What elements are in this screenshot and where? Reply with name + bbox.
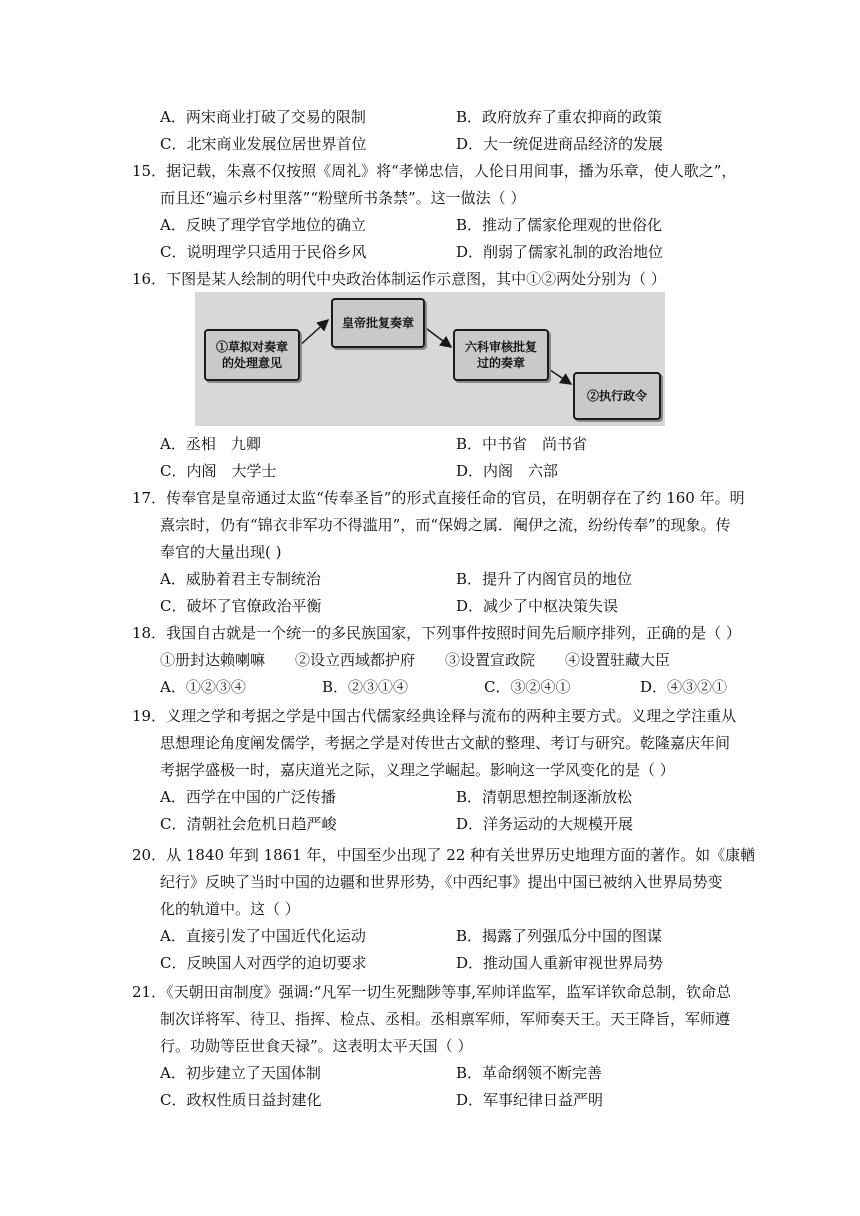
q16-option-b: B．中书省 尚书省 [456, 435, 588, 453]
q17-stem-line1: 17．传奉官是皇帝通过太监“传奉圣旨”的形式直接任命的官员，在明朝存在了约 160 年。明 [132, 489, 745, 507]
box2-label: 皇帝批复奏章 [341, 316, 414, 330]
q17-stem-line3: 奉官的大量出现( ) [160, 543, 282, 561]
box4-label: ②执行政令 [586, 389, 647, 403]
arrow-1 [298, 320, 328, 347]
q18-option-a: A．①②③④ [160, 678, 246, 696]
q17-stem-line2: 熹宗时，仍有“锦衣非军功不得滥用”，而“保姆之属．阉伊之流，纷纷传奉”的现象。传 [160, 516, 731, 534]
box-six-sections-review [453, 329, 549, 381]
arrow-2 [423, 326, 451, 347]
q19-option-b: B．清朝思想控制逐渐放松 [456, 788, 633, 806]
q20-option-d: D．推动国人重新审视世界局势 [456, 954, 664, 972]
q14-option-b: B．政府放弃了重农抑商的政策 [456, 108, 663, 126]
q21-option-b: B．革命纲领不断完善 [456, 1064, 603, 1082]
q21-stem-line1: 21．《天朝田亩制度》强调:“凡军一切生死黜陟等事,军帅详监军，监军详钦命总制，钦命总 [132, 983, 732, 1001]
q18-option-d: D．④③②① [640, 678, 728, 696]
q20-option-b: B．揭露了列强瓜分中国的图谋 [456, 927, 663, 945]
q21-option-c: C．政权性质日益封建化 [160, 1091, 322, 1109]
q21-stem-line3: 行。功勋等臣世食天禄”。这表明太平天国（ ） [160, 1037, 473, 1055]
box-draft-opinion [204, 329, 300, 381]
q19-stem-line1: 19．义理之学和考据之学是中国古代儒家经典诠释与流布的两种主要方式。义理之学注重从 [132, 707, 737, 725]
q17-option-d: D．减少了中枢决策失误 [456, 597, 619, 615]
q19-option-a: A．西学在中国的广泛传播 [160, 788, 336, 806]
arrow-3 [547, 368, 571, 384]
box-emperor-approval [331, 298, 425, 348]
q18-option-c: C．③②④① [484, 678, 571, 696]
box3-line1: 六科审核批复 [464, 340, 537, 354]
q19-stem-line3: 考据学盛极一时，嘉庆道光之际，义理之学崛起。影响这一学风变化的是（ ） [160, 761, 675, 779]
q17-option-a: A．威胁着君主专制统治 [160, 570, 321, 588]
q21-option-d: D．军事纪律日益严明 [456, 1091, 604, 1109]
q15-stem-line1: 15．据记载，朱熹不仅按照《周礼》将“孝悌忠信，人伦日用间事，播为乐章，使人歌之”， [132, 162, 737, 180]
q14-option-a: A．两宋商业打破了交易的限制 [160, 108, 366, 126]
q14-option-d: D．大一统促进商品经济的发展 [456, 135, 664, 153]
q14-option-c: C．北宋商业发展位居世界首位 [160, 135, 367, 153]
q20-option-a: A．直接引发了中国近代化运动 [160, 927, 366, 945]
q17-option-b: B．提升了内阁官员的地位 [456, 570, 633, 588]
q21-stem-line2: 制次详将军、待卫、指挥、检点、丞相。丞相禀军师，军师奏天王。天王降旨，军师遵 [160, 1010, 731, 1028]
q16-stem-line1: 16．下图是某人绘制的明代中央政治体制运作示意图，其中①②两处分别为（ ） [132, 270, 666, 288]
q18-option-b: B．②③①④ [322, 678, 409, 696]
q19-stem-line2: 思想理论角度阐发儒学，考据之学是对传世古文献的整理、考订与研究。乾隆嘉庆年间 [160, 734, 731, 752]
box1-line2: 的处理意见 [221, 356, 282, 370]
q20-stem-line1: 20．从 1840 年到 1861 年，中国至少出现了 22 种有关世界历史地理方面的著作。如《康輶 [132, 846, 756, 864]
q21-option-a: A．初步建立了天国体制 [160, 1064, 321, 1082]
q16-option-d: D．内阁 六部 [456, 462, 559, 480]
q18-events: ①册封达赖喇嘛 ②设立西域都护府 ③设置宣政院 ④设置驻藏大臣 [160, 651, 671, 669]
q17-option-c: C．破坏了官僚政治平衡 [160, 597, 322, 615]
q20-option-c: C．反映国人对西学的迫切要求 [160, 954, 367, 972]
box-execute-orders [573, 372, 661, 420]
box3-line2: 过的奏章 [476, 356, 525, 370]
q15-option-d: D．削弱了儒家礼制的政治地位 [456, 243, 664, 261]
q19-option-d: D．洋务运动的大规模开展 [456, 815, 634, 833]
q16-option-a: A．丞相 九卿 [160, 435, 261, 453]
q18-stem-line1: 18．我国自古就是一个统一的多民族国家，下列事件按照时间先后顺序排列，正确的是（ ） [132, 624, 741, 642]
q19-option-c: C．清朝社会危机日趋严峻 [160, 815, 337, 833]
q15-option-b: B．推动了儒家伦理观的世俗化 [456, 216, 663, 234]
q20-stem-line2: 纪行》反映了当时中国的边疆和世界形势，《中西纪事》提出中国已被纳入世界局势变 [160, 873, 723, 891]
q16-option-c: C．内阁 大学士 [160, 462, 277, 480]
q15-option-c: C．说明理学只适用于民俗乡风 [160, 243, 367, 261]
ming-government-diagram [195, 292, 665, 426]
q20-stem-line3: 化的轨道中。这（ ） [160, 900, 300, 918]
q15-option-a: A．反映了理学官学地位的确立 [160, 216, 366, 234]
q15-stem-line2: 而且还“遍示乡村里落”“粉壁所书条禁”。这一做法（ ） [160, 189, 526, 207]
box1-line1: ①草拟对奏章 [215, 340, 288, 354]
